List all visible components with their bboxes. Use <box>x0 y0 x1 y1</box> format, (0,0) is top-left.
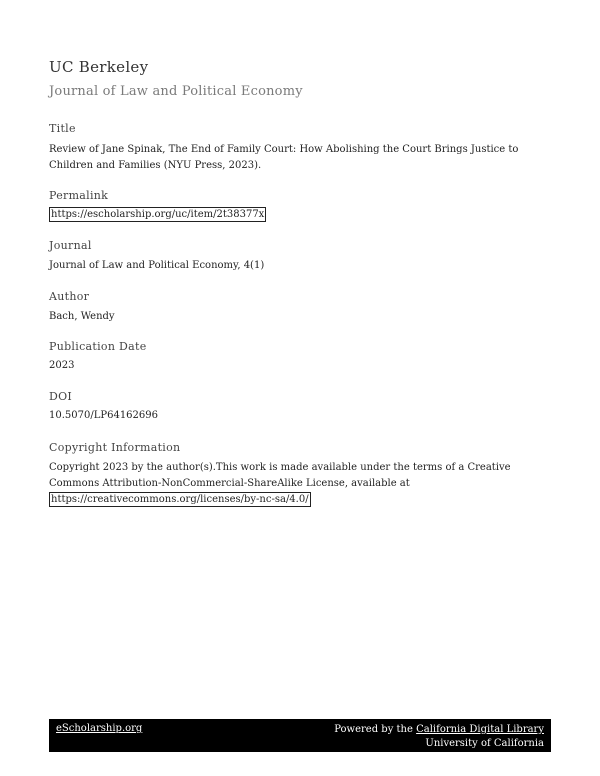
title-label: Title <box>49 122 76 135</box>
copyright-label: Copyright Information <box>49 441 181 454</box>
institution-name: UC Berkeley <box>49 58 149 76</box>
escholarship-link[interactable]: eScholarship.org <box>56 723 143 734</box>
footer-bar <box>49 719 551 752</box>
publication-date-label: Publication Date <box>49 340 147 353</box>
doi-label: DOI <box>49 390 73 403</box>
journal-label: Journal <box>49 239 92 252</box>
doi-value: 10.5070/LP64162696 <box>49 410 158 421</box>
publication-date-value: 2023 <box>49 360 75 371</box>
footer-credits <box>334 723 544 751</box>
uc-text: University of California <box>425 738 544 749</box>
journal-name: Journal of Law and Political Economy <box>49 84 303 99</box>
permalink-link[interactable]: https://escholarship.org/uc/item/2t38377x <box>51 209 265 220</box>
powered-by-text: Powered by the <box>334 724 413 735</box>
permalink-label: Permalink <box>49 189 109 202</box>
title-value: Review of Jane Spinak, The End of Family Court: How Abolishing the Court Brings Justice to Children and Families (NYU Press, 2023). <box>49 144 519 171</box>
journal-value: Journal of Law and Political Economy, 4(1) <box>49 260 265 271</box>
license-link[interactable]: https://creativecommons.org/licenses/by-nc-sa/4.0/ <box>51 494 309 505</box>
cdl-link[interactable]: California Digital Library <box>416 724 544 735</box>
author-label: Author <box>49 290 90 303</box>
copyright-value: Copyright 2023 by the author(s).This work is made available under the terms of a Creative Commons Attribution-NonCommercial-ShareAlike License, available at <box>49 462 511 489</box>
author-value: Bach, Wendy <box>49 311 115 322</box>
